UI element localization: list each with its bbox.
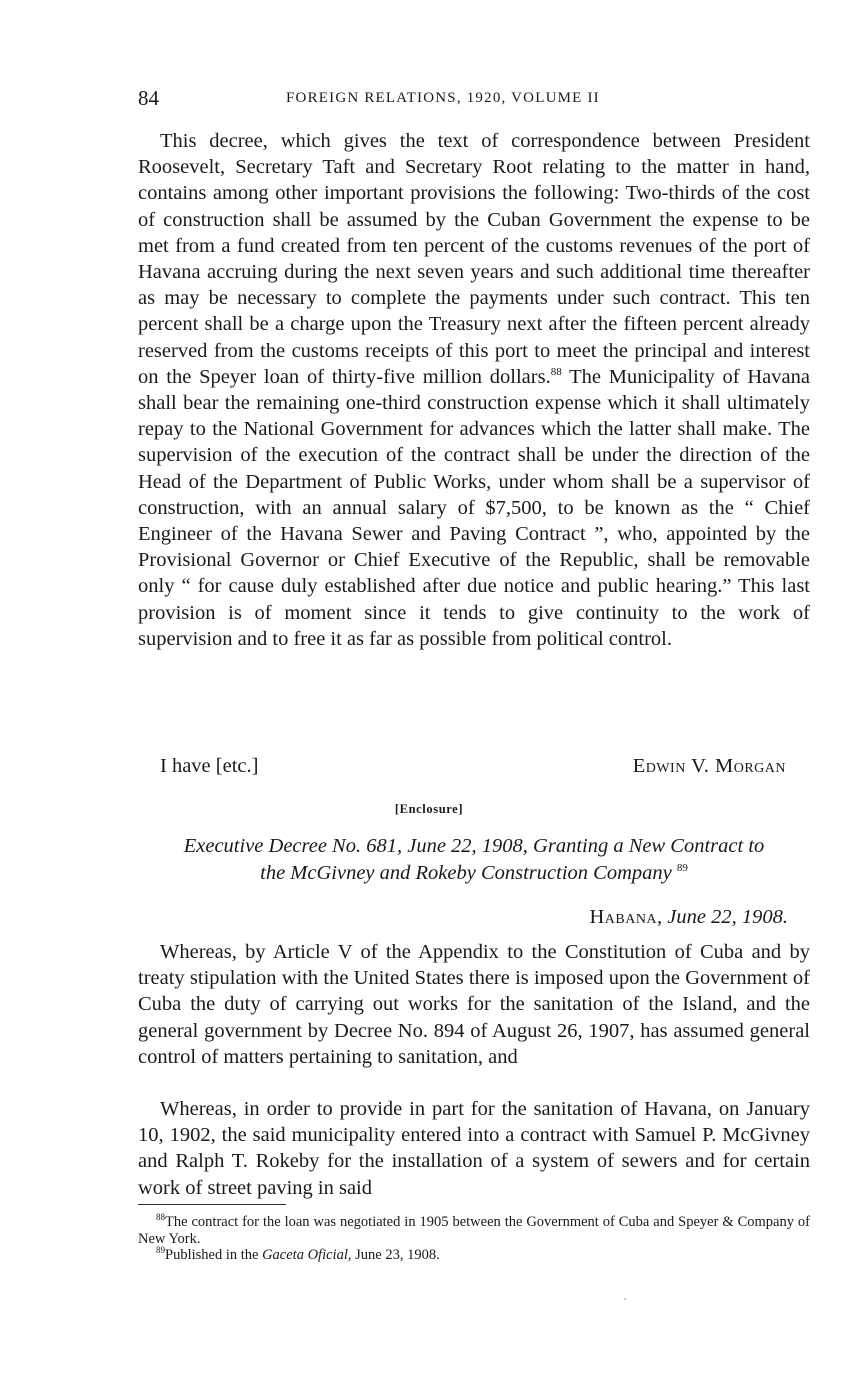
page-number: 84 bbox=[138, 86, 159, 110]
enclosure-label: [Enclosure] bbox=[394, 802, 464, 816]
footnote-text-88: The contract for the loan was negotiated in 1905 between the Government of Cuba and Speyer & Company of New York. bbox=[138, 1214, 810, 1247]
closing-phrase: I have [etc.] bbox=[160, 755, 259, 777]
footnote-mark-88: 88 bbox=[156, 1212, 165, 1223]
footnotes bbox=[138, 1214, 810, 1264]
footnote-text-89-italic: Gaceta Oficial bbox=[262, 1247, 348, 1263]
decree-paragraph-1: Whereas, by Article V of the Appendix to the Constitution of Cuba and by treaty stipulation with the United States there is imposed upon the Government of Cuba the duty of carrying out works for the sanitation of the Island, and the general government by Decree No. 894 of August 26, 1907, has assumed general control of matters pertaining to sanitation, and bbox=[138, 941, 810, 1068]
footnote-88 bbox=[138, 1214, 810, 1247]
footnote-89 bbox=[138, 1247, 810, 1264]
footnote-reference-88: 88 bbox=[550, 366, 562, 378]
decree-title bbox=[138, 833, 810, 886]
running-title: FOREIGN RELATIONS, 1920, VOLUME II bbox=[286, 90, 600, 106]
running-head bbox=[138, 86, 810, 112]
paper-speck bbox=[624, 1298, 626, 1300]
letter-paragraph-text-1: This decree, which gives the text of correspondence between President Roosevelt, Secretary Taft and Secretary Root relating to the matter in hand, contains among other important provisions the following: Two-thirds of the cost of construction shall be assumed by the Cuban Government the expense to be met from a fund created from ten percent of the customs revenues of the port of Havana accruing during the next seven years and such additional time thereafter as may be necessary to complete the payments under such contract. This ten percent shall be a charge upon the Treasury next after the fifteen percent already reserved from the customs receipts of this port to meet the principal and interest on the Speyer loan of thirty-five million dollars. bbox=[138, 130, 810, 388]
dateline-date: June 22, 1908. bbox=[667, 906, 788, 928]
decree-paragraph-2: Whereas, in order to provide in part for the sanitation of Havana, on January 10, 1902, the said municipality entered into a contract with Samuel P. McGivney and Ralph T. Rokeby for the installation of a system of sewers and for certain work of street paving in said bbox=[138, 1098, 810, 1199]
footnote-reference-89: 89 bbox=[676, 861, 688, 874]
letter-paragraph bbox=[138, 128, 810, 652]
decree-title-line-1: Executive Decree No. 681, June 22, 1908, Granting a New Contract to bbox=[183, 835, 765, 857]
dateline-place: Habana bbox=[589, 906, 658, 928]
footnote-mark-89: 89 bbox=[156, 1245, 165, 1256]
footnote-text-89-after: , June 23, 1908. bbox=[347, 1247, 440, 1263]
footnote-text-89-before: Published in the bbox=[165, 1247, 263, 1263]
closing-line bbox=[160, 755, 810, 783]
decree-title-line-2: the McGivney and Rokeby Construction Company bbox=[260, 861, 672, 884]
letter-paragraph-text-2: The Municipality of Havana shall bear the remaining one-third construction expense which it shall ultimately repay to the National Government for advances which the latter shall make. The supervision of the execution of the contract shall be under the direction of the Head of the Department of Public Works, under whom shall be a supervisor of construction, with an annual salary of $7,500, to be known as the “ Chief Engineer of the Havana Sewer and Paving Contract ”, who, appointed by the Provisional Governor or Chief Executive of the Republic, shall be removable only “ for cause duly established after due notice and public hearing.” This last provision is of moment since it tends to give continuity to the work of supervision and to free it as far as possible from political control. bbox=[138, 365, 810, 650]
signature: Edwin V. Morgan bbox=[632, 755, 786, 777]
footnote-divider bbox=[138, 1204, 286, 1205]
dateline: Habana, June 22, 1908. bbox=[589, 906, 788, 928]
